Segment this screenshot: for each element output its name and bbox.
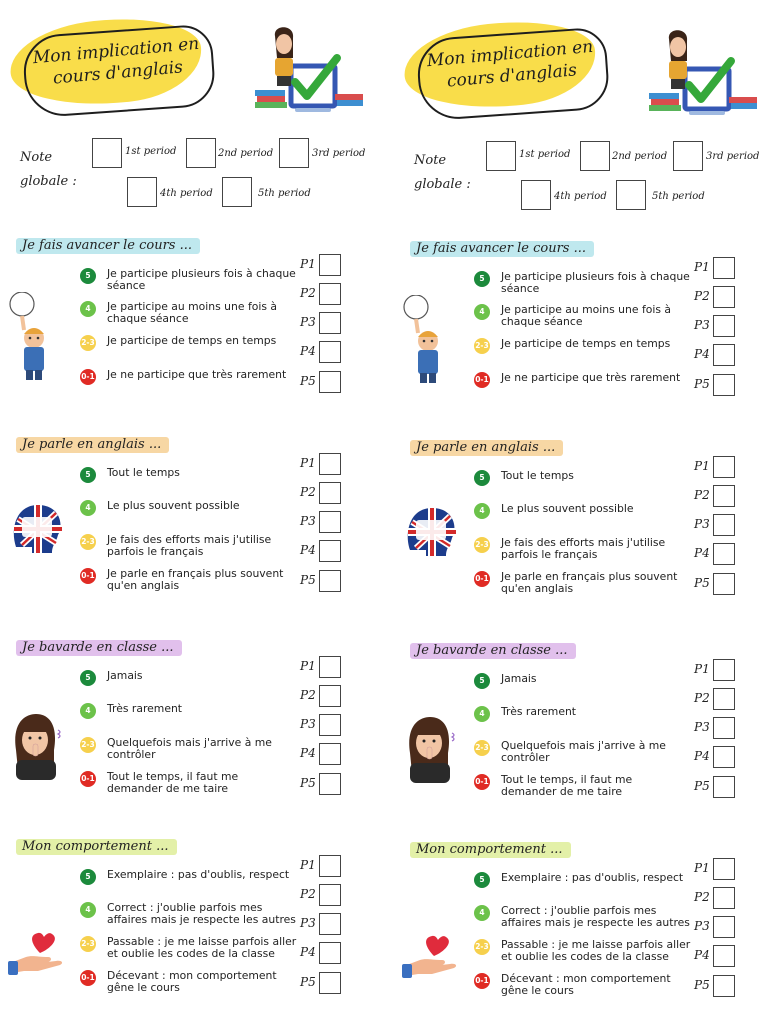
- period-short-label: P3: [694, 919, 710, 933]
- period-label: 5th period: [652, 191, 705, 202]
- period-label: 5th period: [258, 188, 311, 199]
- period-short-label: P3: [300, 315, 316, 329]
- period-short-label: P2: [300, 286, 316, 300]
- period-short-label: P1: [694, 861, 710, 875]
- period-score-box[interactable]: [713, 286, 735, 308]
- period-short-label: P5: [694, 779, 710, 793]
- hand-holding-heart-icon: [402, 930, 462, 1000]
- period-score-box[interactable]: [713, 688, 735, 710]
- score-badge: 2-3: [80, 534, 96, 550]
- section-title: Je fais avancer le cours ...: [16, 238, 200, 254]
- criterion-text: Jamais: [107, 669, 143, 682]
- period-score-box[interactable]: [319, 855, 341, 877]
- period-short-label: P3: [300, 717, 316, 731]
- period-short-label: P4: [694, 546, 710, 560]
- overall-grade-box[interactable]: [486, 141, 516, 171]
- section-title: Je bavarde en classe ...: [16, 640, 182, 656]
- overall-grade-box[interactable]: [92, 138, 122, 168]
- period-short-label: P2: [694, 890, 710, 904]
- period-short-label: P5: [300, 776, 316, 790]
- score-badge: 0-1: [80, 970, 96, 986]
- period-label: 3rd period: [312, 148, 366, 159]
- period-label: 1st period: [519, 149, 571, 160]
- period-score-box[interactable]: [319, 570, 341, 592]
- teacher-shushing-icon: [402, 713, 462, 783]
- period-score-box[interactable]: [319, 743, 341, 765]
- score-badge: 5: [474, 673, 490, 689]
- criterion-text: Je fais des efforts mais j'utilise parfois le français: [107, 533, 272, 558]
- period-short-label: P1: [694, 260, 710, 274]
- period-label: 2nd period: [218, 148, 274, 159]
- criteria-section: [394, 643, 768, 823]
- criterion-text: Je ne participe que très rarement: [501, 371, 681, 384]
- criterion-text: Je parle en français plus souvent qu'en anglais: [501, 570, 678, 595]
- boy-raising-hand-icon: [402, 295, 462, 365]
- score-badge: 2-3: [80, 737, 96, 753]
- period-short-label: P5: [694, 978, 710, 992]
- period-score-box[interactable]: [319, 685, 341, 707]
- criterion-text: Le plus souvent possible: [107, 499, 240, 512]
- period-short-label: P3: [300, 916, 316, 930]
- period-score-box[interactable]: [319, 283, 341, 305]
- score-badge: 0-1: [80, 568, 96, 584]
- criteria-section: [0, 839, 384, 1019]
- period-score-box[interactable]: [319, 884, 341, 906]
- period-short-label: P4: [300, 543, 316, 557]
- period-short-label: P4: [300, 945, 316, 959]
- overall-grade-box[interactable]: [521, 180, 551, 210]
- score-badge: 4: [474, 905, 490, 921]
- criterion-text: Je participe de temps en temps: [501, 337, 671, 350]
- section-title: Je parle en anglais ...: [410, 440, 563, 456]
- criteria-section: [0, 238, 384, 418]
- page-title: Mon implication en cours d'anglais: [426, 36, 595, 92]
- page-title: Mon implication en cours d'anglais: [32, 33, 201, 89]
- overall-grade-label: Note globale :: [20, 150, 77, 189]
- period-score-box[interactable]: [713, 456, 735, 478]
- teacher-shushing-icon: [8, 710, 68, 780]
- period-score-box[interactable]: [319, 453, 341, 475]
- period-score-box[interactable]: [713, 485, 735, 507]
- overall-grade-box[interactable]: [279, 138, 309, 168]
- score-badge: 5: [80, 869, 96, 885]
- criterion-text: Exemplaire : pas d'oublis, respect: [107, 868, 290, 881]
- criterion-text: Je ne participe que très rarement: [107, 368, 287, 381]
- teacher-books-checkmark-icon: [255, 24, 365, 118]
- criterion-text: Tout le temps, il faut me demander de me taire: [107, 770, 239, 795]
- period-short-label: P3: [694, 720, 710, 734]
- score-badge: 4: [474, 304, 490, 320]
- period-score-box[interactable]: [713, 344, 735, 366]
- score-badge: 2-3: [474, 740, 490, 756]
- overall-grade-box[interactable]: [127, 177, 157, 207]
- period-score-box[interactable]: [319, 341, 341, 363]
- criterion-text: Passable : je me laisse parfois aller et oublie les codes de la classe: [107, 935, 297, 960]
- section-title: Je fais avancer le cours ...: [410, 241, 594, 257]
- score-badge: 2-3: [474, 939, 490, 955]
- criterion-text: Quelquefois mais j'arrive à me contrôler: [107, 736, 272, 761]
- score-badge: 4: [474, 503, 490, 519]
- period-short-label: P2: [694, 691, 710, 705]
- period-score-box[interactable]: [319, 942, 341, 964]
- score-badge: 2-3: [80, 335, 96, 351]
- criterion-text: Je participe au moins une fois à chaque séance: [107, 300, 278, 325]
- criterion-text: Décevant : mon comportement gêne le cours: [107, 969, 277, 994]
- period-score-box[interactable]: [319, 913, 341, 935]
- criterion-text: Correct : j'oublie parfois mes affaires mais je respecte les autres: [107, 901, 296, 926]
- score-badge: 4: [474, 706, 490, 722]
- criteria-section: [0, 640, 384, 820]
- criterion-text: Décevant : mon comportement gêne le cours: [501, 972, 671, 997]
- period-score-box[interactable]: [713, 659, 735, 681]
- criterion-text: Je participe plusieurs fois à chaque séance: [107, 267, 296, 292]
- score-badge: 0-1: [474, 774, 490, 790]
- period-score-box[interactable]: [713, 514, 735, 536]
- period-score-box[interactable]: [713, 374, 735, 396]
- title-badge: [404, 23, 604, 113]
- period-score-box[interactable]: [319, 714, 341, 736]
- score-badge: 5: [474, 271, 490, 287]
- uk-head-speak-english-icon: [402, 502, 462, 572]
- score-badge: 5: [474, 470, 490, 486]
- boy-raising-hand-icon: [8, 292, 68, 362]
- criterion-text: Je participe au moins une fois à chaque séance: [501, 303, 672, 328]
- score-badge: 2-3: [474, 338, 490, 354]
- period-short-label: P1: [300, 456, 316, 470]
- overall-grade-box[interactable]: [580, 141, 610, 171]
- period-short-label: P5: [300, 573, 316, 587]
- score-badge: 4: [80, 703, 96, 719]
- criterion-text: Jamais: [501, 672, 537, 685]
- overall-grade-box[interactable]: [222, 177, 252, 207]
- period-label: 2nd period: [612, 151, 668, 162]
- period-score-box[interactable]: [319, 482, 341, 504]
- period-label: 3rd period: [706, 151, 760, 162]
- criterion-text: Je participe plusieurs fois à chaque séance: [501, 270, 690, 295]
- score-badge: 4: [80, 902, 96, 918]
- criterion-text: Je fais des efforts mais j'utilise parfois le français: [501, 536, 666, 561]
- criterion-text: Quelquefois mais j'arrive à me contrôler: [501, 739, 666, 764]
- period-score-box[interactable]: [713, 717, 735, 739]
- period-short-label: P1: [300, 257, 316, 271]
- period-short-label: P5: [300, 374, 316, 388]
- period-short-label: P1: [300, 659, 316, 673]
- section-title: Je bavarde en classe ...: [410, 643, 576, 659]
- period-short-label: P4: [694, 749, 710, 763]
- period-label: 4th period: [554, 191, 607, 202]
- score-badge: 5: [80, 670, 96, 686]
- period-score-box[interactable]: [713, 887, 735, 909]
- period-short-label: P5: [300, 975, 316, 989]
- score-badge: 5: [80, 268, 96, 284]
- score-badge: 5: [80, 467, 96, 483]
- teacher-books-checkmark-icon: [649, 27, 759, 121]
- overall-grade-box[interactable]: [186, 138, 216, 168]
- period-short-label: P2: [300, 887, 316, 901]
- overall-grade-label: Note globale :: [414, 153, 471, 192]
- score-badge: 0-1: [474, 372, 490, 388]
- score-badge: 4: [80, 500, 96, 516]
- period-short-label: P5: [694, 377, 710, 391]
- period-short-label: P2: [300, 485, 316, 499]
- period-short-label: P5: [694, 576, 710, 590]
- criterion-text: Exemplaire : pas d'oublis, respect: [501, 871, 684, 884]
- section-title: Mon comportement ...: [16, 839, 177, 855]
- period-score-box[interactable]: [713, 776, 735, 798]
- period-score-box[interactable]: [319, 773, 341, 795]
- period-score-box[interactable]: [713, 916, 735, 938]
- criterion-text: Tout le temps: [501, 469, 574, 482]
- period-score-box[interactable]: [713, 858, 735, 880]
- period-label: 4th period: [160, 188, 213, 199]
- period-short-label: P4: [300, 746, 316, 760]
- section-title: Je parle en anglais ...: [16, 437, 169, 453]
- criterion-text: Très rarement: [107, 702, 183, 715]
- hand-holding-heart-icon: [8, 927, 68, 997]
- period-short-label: P2: [694, 488, 710, 502]
- criterion-text: Très rarement: [501, 705, 577, 718]
- period-short-label: P4: [694, 948, 710, 962]
- criterion-text: Tout le temps: [107, 466, 180, 479]
- period-short-label: P3: [300, 514, 316, 528]
- period-score-box[interactable]: [713, 315, 735, 337]
- criterion-text: Passable : je me laisse parfois aller et oublie les codes de la classe: [501, 938, 691, 963]
- period-score-box[interactable]: [319, 972, 341, 994]
- period-short-label: P1: [300, 858, 316, 872]
- score-badge: 2-3: [80, 936, 96, 952]
- period-label: 1st period: [125, 146, 177, 157]
- criterion-text: Correct : j'oublie parfois mes affaires mais je respecte les autres: [501, 904, 690, 929]
- title-badge: [10, 20, 210, 110]
- period-score-box[interactable]: [319, 371, 341, 393]
- period-score-box[interactable]: [713, 945, 735, 967]
- period-short-label: P3: [694, 318, 710, 332]
- worksheet-card: [394, 3, 768, 1027]
- criterion-text: Le plus souvent possible: [501, 502, 634, 515]
- score-badge: 0-1: [80, 369, 96, 385]
- period-score-box[interactable]: [319, 540, 341, 562]
- overall-grade-box[interactable]: [616, 180, 646, 210]
- criteria-section: [394, 241, 768, 421]
- criterion-text: Je participe de temps en temps: [107, 334, 277, 347]
- score-badge: 5: [474, 872, 490, 888]
- period-score-box[interactable]: [713, 975, 735, 997]
- criteria-section: [394, 440, 768, 620]
- overall-grade-box[interactable]: [673, 141, 703, 171]
- worksheet-card: [0, 0, 384, 1024]
- period-short-label: P1: [694, 662, 710, 676]
- criterion-text: Je parle en français plus souvent qu'en anglais: [107, 567, 284, 592]
- period-score-box[interactable]: [713, 573, 735, 595]
- period-score-box[interactable]: [319, 312, 341, 334]
- period-short-label: P3: [694, 517, 710, 531]
- period-score-box[interactable]: [713, 746, 735, 768]
- period-short-label: P2: [300, 688, 316, 702]
- score-badge: 0-1: [80, 771, 96, 787]
- section-title: Mon comportement ...: [410, 842, 571, 858]
- period-score-box[interactable]: [319, 511, 341, 533]
- period-short-label: P4: [694, 347, 710, 361]
- period-short-label: P4: [300, 344, 316, 358]
- score-badge: 4: [80, 301, 96, 317]
- score-badge: 2-3: [474, 537, 490, 553]
- uk-head-speak-english-icon: [8, 499, 68, 569]
- period-score-box[interactable]: [713, 543, 735, 565]
- score-badge: 0-1: [474, 973, 490, 989]
- period-score-box[interactable]: [713, 257, 735, 279]
- period-score-box[interactable]: [319, 254, 341, 276]
- criterion-text: Tout le temps, il faut me demander de me taire: [501, 773, 633, 798]
- period-short-label: P2: [694, 289, 710, 303]
- period-score-box[interactable]: [319, 656, 341, 678]
- score-badge: 0-1: [474, 571, 490, 587]
- criteria-section: [0, 437, 384, 617]
- period-short-label: P1: [694, 459, 710, 473]
- criteria-section: [394, 842, 768, 1022]
